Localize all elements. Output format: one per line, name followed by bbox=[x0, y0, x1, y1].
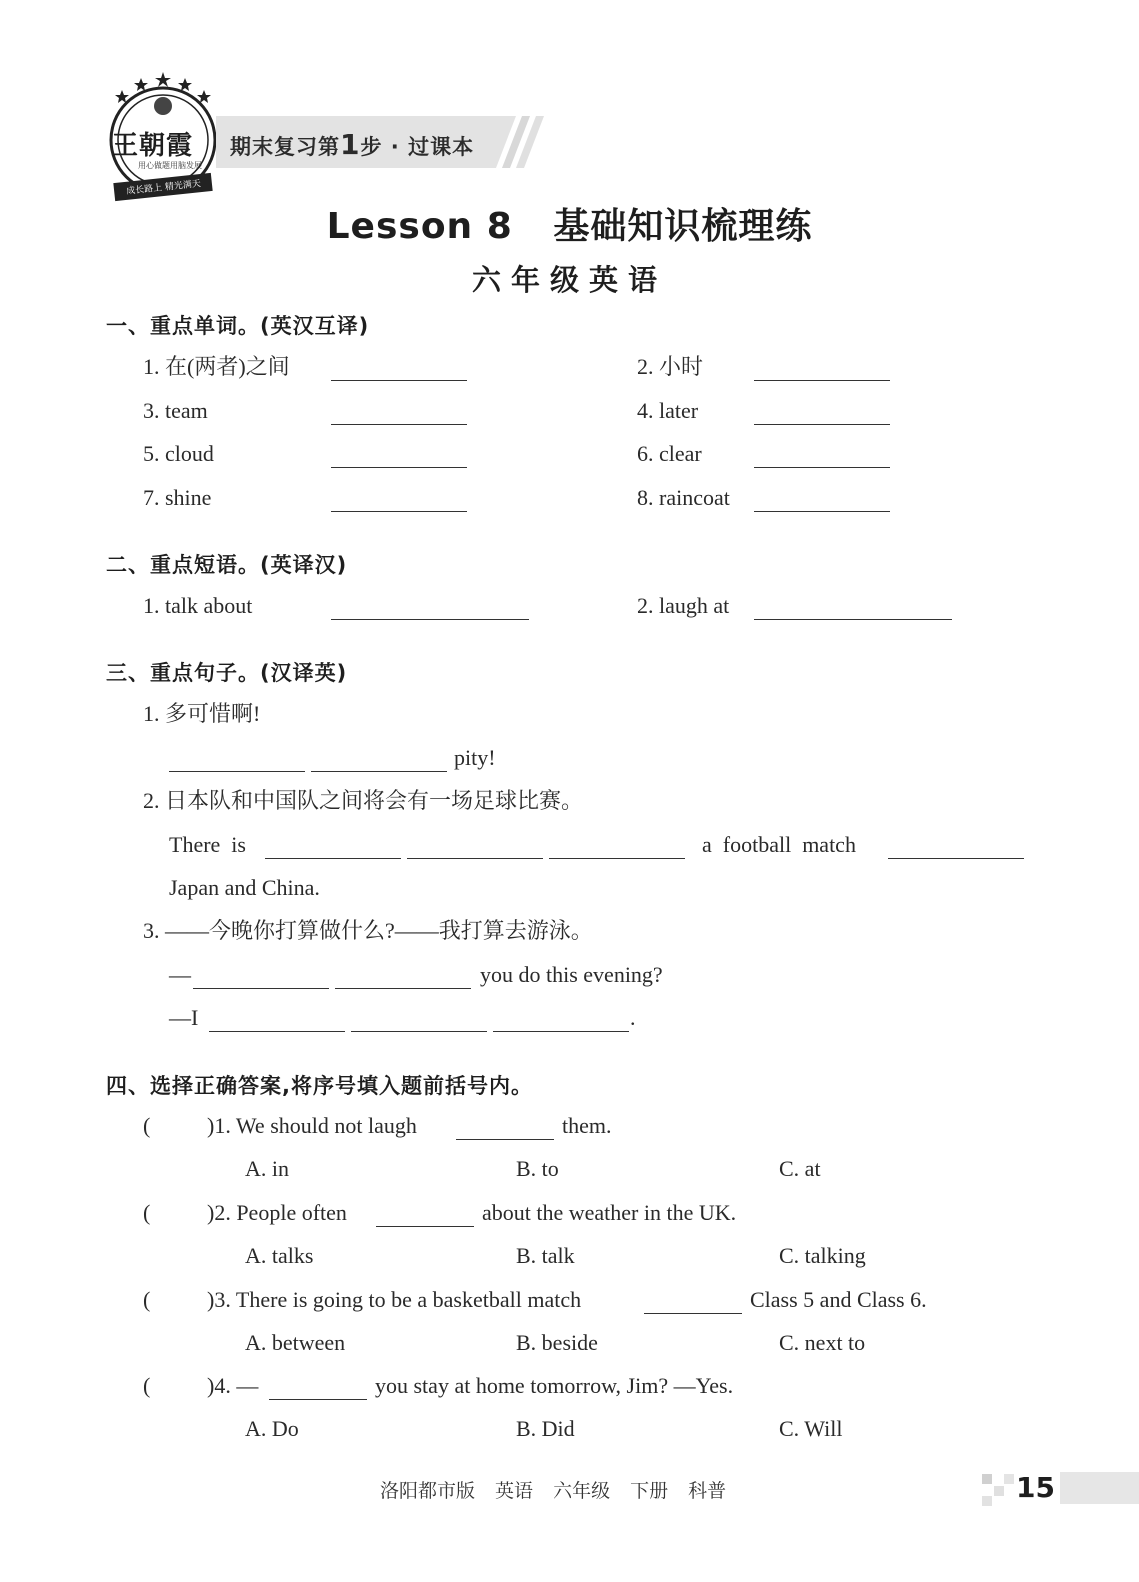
s3-q3-prompt: 3. ——今晚你打算做什么?——我打算去游泳。 bbox=[143, 918, 593, 943]
s3-q2-middle: a football match bbox=[702, 832, 856, 857]
page-subtitle: 六年级英语 bbox=[471, 263, 667, 297]
s1-blank-2[interactable] bbox=[754, 380, 890, 381]
s1-blank-5[interactable] bbox=[331, 467, 467, 468]
s2-item-2: 2. laugh at bbox=[637, 593, 730, 618]
s3-q3-dash: — bbox=[169, 962, 191, 987]
s4-q3-paren[interactable]: ( bbox=[143, 1287, 151, 1312]
s1-item-6: 6. clear bbox=[637, 441, 702, 466]
section2-title: 二、重点短语。(英译汉) bbox=[106, 553, 348, 577]
s3-q1-end: pity! bbox=[454, 745, 496, 770]
footer-square bbox=[1004, 1474, 1014, 1484]
s4-q4-stem-b: you stay at home tomorrow, Jim? —Yes. bbox=[375, 1373, 734, 1398]
s3-q2-start: There is bbox=[169, 832, 246, 857]
s2-item-1: 1. talk about bbox=[143, 593, 253, 618]
s4-q3-option-a: A. between bbox=[245, 1330, 346, 1355]
s4-q2-stem-b: about the weather in the UK. bbox=[482, 1200, 737, 1225]
s4-q1-option-a: A. in bbox=[245, 1156, 289, 1181]
s1-item-3: 3. team bbox=[143, 398, 208, 423]
s1-blank-1[interactable] bbox=[331, 380, 467, 381]
s4-q4-option-a: A. Do bbox=[245, 1416, 299, 1441]
s1-item-5: 5. cloud bbox=[143, 441, 214, 466]
s4-q1-blank bbox=[456, 1139, 554, 1140]
s4-q4-paren[interactable]: ( bbox=[143, 1373, 151, 1398]
s3-q3-end1: you do this evening? bbox=[480, 962, 663, 987]
s3-q3-blank-3[interactable] bbox=[209, 1031, 345, 1032]
s4-q3-stem-b: Class 5 and Class 6. bbox=[750, 1287, 927, 1312]
s4-q4-option-c: C. Will bbox=[779, 1416, 843, 1441]
s3-q1-blank-1[interactable] bbox=[169, 771, 305, 772]
s4-q1-stem-a: )1. We should not laugh bbox=[207, 1113, 417, 1138]
s3-q3-blank-2[interactable] bbox=[335, 988, 471, 989]
s4-q3-stem-a: )3. There is going to be a basketball match bbox=[207, 1287, 582, 1312]
s3-q2-blank-1[interactable] bbox=[265, 858, 401, 859]
s3-q2-blank-4[interactable] bbox=[888, 858, 1024, 859]
page-number-bar bbox=[1060, 1472, 1139, 1504]
s1-item-7: 7. shine bbox=[143, 485, 212, 510]
s4-q1-paren[interactable]: ( bbox=[143, 1113, 151, 1138]
s3-q3-start2: —I bbox=[169, 1005, 199, 1030]
s4-q4-blank bbox=[269, 1399, 367, 1400]
s1-blank-3[interactable] bbox=[331, 424, 467, 425]
section4-title: 四、选择正确答案,将序号填入题前括号内。 bbox=[106, 1074, 533, 1098]
s2-blank-1[interactable] bbox=[331, 619, 529, 620]
s3-q3-end2: . bbox=[630, 1005, 636, 1030]
s4-q1-option-b: B. to bbox=[516, 1156, 559, 1181]
page-number: 15 bbox=[1016, 1471, 1055, 1504]
brand-logo bbox=[104, 70, 222, 202]
s3-q2-prompt: 2. 日本队和中国队之间将会有一场足球比赛。 bbox=[143, 788, 584, 813]
s3-q1-blank-2[interactable] bbox=[311, 771, 447, 772]
s3-q3-blank-5[interactable] bbox=[493, 1031, 629, 1032]
s4-q3-option-c: C. next to bbox=[779, 1330, 866, 1355]
s2-blank-2[interactable] bbox=[754, 619, 952, 620]
s4-q2-paren[interactable]: ( bbox=[143, 1200, 151, 1225]
s1-blank-4[interactable] bbox=[754, 424, 890, 425]
banner-number: 1 bbox=[340, 128, 361, 161]
s1-item-8: 8. raincoat bbox=[637, 485, 730, 510]
s3-q2-blank-3[interactable] bbox=[549, 858, 685, 859]
page-title: Lesson 8 基础知识梳理练 bbox=[326, 206, 813, 247]
s3-q3-blank-1[interactable] bbox=[193, 988, 329, 989]
s1-item-2: 2. 小时 bbox=[637, 354, 704, 379]
footer-square bbox=[994, 1486, 1004, 1496]
s3-q2-line2: Japan and China. bbox=[169, 875, 320, 900]
banner-prefix: 期末复习第 bbox=[230, 135, 340, 159]
s4-q4-stem-a: )4. — bbox=[207, 1373, 259, 1398]
s4-q3-option-b: B. beside bbox=[516, 1330, 598, 1355]
s1-blank-8[interactable] bbox=[754, 511, 890, 512]
s3-q1-prompt: 1. 多可惜啊! bbox=[143, 701, 261, 726]
s4-q2-stem-a: )2. People often bbox=[207, 1200, 347, 1225]
s4-q4-option-b: B. Did bbox=[516, 1416, 575, 1441]
logo-ribbon: 成长路上 精光满天 bbox=[125, 179, 202, 197]
footer-square bbox=[982, 1474, 992, 1484]
s1-blank-7[interactable] bbox=[331, 511, 467, 512]
s4-q1-option-c: C. at bbox=[779, 1156, 821, 1181]
banner-suffix: 步 · 过课本 bbox=[360, 135, 475, 159]
section3-title: 三、重点句子。(汉译英) bbox=[106, 661, 348, 685]
s4-q2-blank bbox=[376, 1226, 474, 1227]
s4-q3-blank bbox=[644, 1313, 742, 1314]
s4-q1-stem-b: them. bbox=[562, 1113, 612, 1138]
footer-square bbox=[982, 1496, 992, 1506]
s4-q2-option-c: C. talking bbox=[779, 1243, 866, 1268]
s3-q2-blank-2[interactable] bbox=[407, 858, 543, 859]
s1-item-4: 4. later bbox=[637, 398, 699, 423]
s1-item-1: 1. 在(两者)之间 bbox=[143, 354, 290, 379]
logo-name: 王朝霞 bbox=[112, 131, 194, 161]
s4-q2-option-a: A. talks bbox=[245, 1243, 314, 1268]
logo-tag-2: 用脑发展 bbox=[170, 161, 202, 170]
s1-blank-6[interactable] bbox=[754, 467, 890, 468]
logo-tag-1: 用心做题 bbox=[138, 161, 170, 170]
s4-q2-option-b: B. talk bbox=[516, 1243, 575, 1268]
banner-text bbox=[230, 128, 474, 161]
footer-text: 洛阳都市版 英语 六年级 下册 科普 bbox=[380, 1480, 727, 1502]
section1-title: 一、重点单词。(英汉互译) bbox=[106, 314, 370, 338]
s3-q3-blank-4[interactable] bbox=[351, 1031, 487, 1032]
